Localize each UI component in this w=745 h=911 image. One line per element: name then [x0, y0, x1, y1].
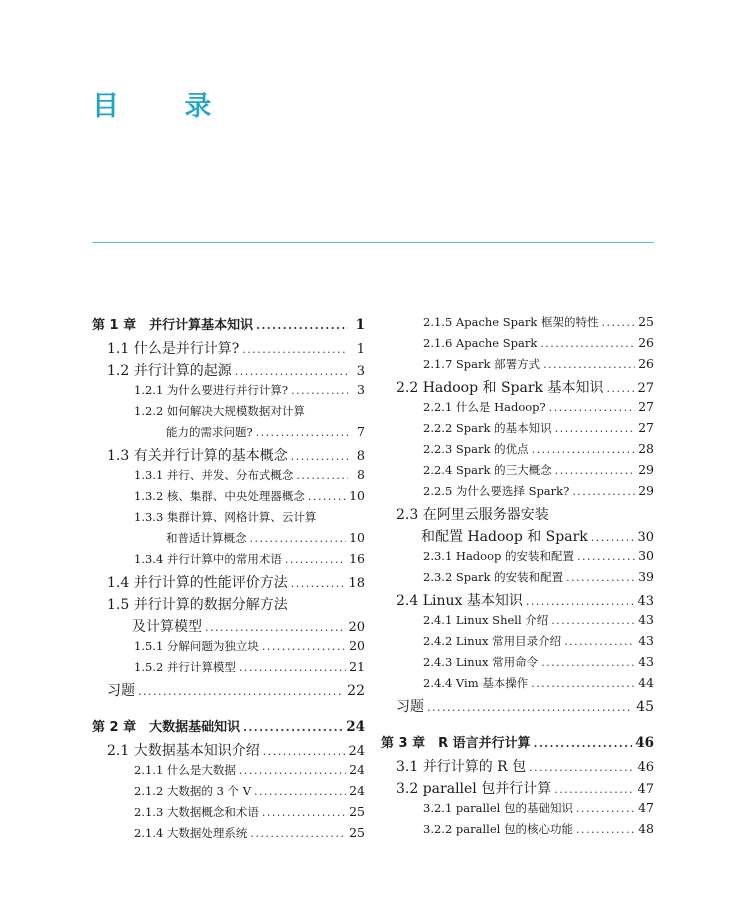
- toc-entry-label: 1.5 并行计算的数据分解方法: [107, 597, 288, 613]
- toc-section[interactable]: [381, 377, 654, 399]
- toc-page-number: 43: [637, 594, 654, 609]
- toc-leader-dots: [591, 531, 635, 544]
- toc-entry-label: 和配置 Hadoop 和 Spark: [421, 529, 588, 545]
- toc-subsection[interactable]: [92, 783, 365, 804]
- toc-section[interactable]: [92, 572, 365, 594]
- toc-subsection[interactable]: [381, 800, 654, 821]
- toc-leader-dots: [601, 316, 635, 329]
- toc-gap: [92, 704, 365, 716]
- toc-entry-label: 2.2.4 Spark 的三大概念: [423, 463, 552, 477]
- toc-page-number: 20: [349, 638, 365, 653]
- toc-subsection[interactable]: [92, 509, 365, 530]
- toc-leader-dots: [534, 737, 633, 750]
- toc-page-number: 24: [349, 783, 365, 798]
- toc-page-number: 27: [637, 381, 654, 396]
- toc-entry-label: 1.2.1 为什么要进行并行计算?: [134, 383, 289, 397]
- toc-leader-dots: [555, 464, 635, 477]
- toc-subsection[interactable]: [381, 675, 654, 696]
- toc-page-number: 39: [638, 569, 654, 584]
- toc-entry-label: 能力的需求问题?: [166, 425, 253, 439]
- toc-entry-label: 1.4 并行计算的性能评价方法: [107, 575, 288, 591]
- toc-entry-label: 2.3.1 Hadoop 的安装和配置: [423, 549, 575, 563]
- toc-leader-dots: [540, 337, 635, 350]
- toc-subsection[interactable]: [381, 654, 654, 675]
- toc-leader-dots: [291, 450, 348, 463]
- toc-page-number: 7: [357, 424, 365, 439]
- toc-page-number: 44: [638, 675, 654, 690]
- toc-leader-dots: [549, 401, 635, 414]
- toc-leader-dots: [308, 490, 346, 503]
- toc-leader-dots: [577, 550, 635, 563]
- toc-page-number: 47: [638, 800, 654, 815]
- toc-leader-dots: [554, 783, 634, 796]
- toc-section[interactable]: [381, 756, 654, 778]
- toc-leader-dots: [564, 635, 635, 648]
- toc-entry-label: 2.3 在阿里云服务器安装: [396, 507, 549, 523]
- toc-subsection[interactable]: [381, 569, 654, 590]
- toc-entry-label: 2.1.3 大数据概念和术语: [134, 805, 259, 819]
- toc-leader-dots: [576, 802, 635, 815]
- toc-subsection[interactable]: [381, 399, 654, 420]
- toc-chapter[interactable]: [381, 732, 654, 756]
- toc-entry-label: 1.3.1 并行、并发、分布式概念: [134, 468, 294, 482]
- toc-column-left: [92, 314, 365, 846]
- toc-subsection[interactable]: [381, 612, 654, 633]
- toc-subsection[interactable]: [381, 483, 654, 504]
- toc-leader-dots: [291, 384, 348, 397]
- toc-entry-label: 第 1 章 并行计算基本知识: [92, 318, 254, 333]
- toc-entry-label: 2.1.6 Apache Spark: [423, 336, 538, 350]
- toc-column-right: [381, 314, 654, 842]
- toc-leader-dots: [291, 577, 346, 590]
- toc-section[interactable]: [381, 504, 654, 526]
- toc-leader-dots: [239, 661, 346, 674]
- toc-entry-label: 和普适计算概念: [166, 531, 247, 545]
- toc-entry-label: 2.4.2 Linux 常用目录介绍: [423, 634, 562, 648]
- toc-page-number: 21: [349, 659, 365, 674]
- toc-page-number: 26: [638, 335, 654, 350]
- toc-entry-label: 2.4.1 Linux Shell 介绍: [423, 613, 549, 627]
- toc-page-number: 1: [355, 317, 365, 333]
- toc-subsection[interactable]: [381, 356, 654, 377]
- toc-entry-label: 2.1.5 Apache Spark 框架的特性: [423, 315, 599, 329]
- toc-section[interactable]: [381, 778, 654, 800]
- toc-page-number: 16: [349, 551, 365, 566]
- toc-leader-dots: [526, 595, 635, 608]
- toc-page-number: 3: [356, 364, 365, 379]
- toc-page-number: 24: [346, 719, 365, 735]
- toc-entry-label: 2.2.1 什么是 Hadoop?: [423, 400, 546, 414]
- toc-page-number: 25: [349, 825, 365, 840]
- toc-entry-label: 2.2.3 Spark 的优点: [423, 442, 529, 456]
- toc-subsection[interactable]: [381, 420, 654, 441]
- toc-leader-dots: [543, 358, 635, 371]
- toc-subsection[interactable]: [92, 638, 365, 659]
- toc-leader-dots: [262, 806, 346, 819]
- toc-page-number: 20: [348, 620, 365, 635]
- toc-leader-dots: [205, 621, 345, 634]
- toc-entry-label: 3.2.2 parallel 包的核心功能: [423, 822, 573, 836]
- toc-entry-label: 2.4.3 Linux 常用命令: [423, 655, 539, 669]
- toc-subsection[interactable]: [381, 314, 654, 335]
- toc-subsection[interactable]: [381, 462, 654, 483]
- toc-entry-label: 第 2 章 大数据基础知识: [92, 720, 241, 735]
- toc-subsection[interactable]: [92, 424, 365, 445]
- header-divider: [92, 242, 654, 243]
- toc-page-number: 24: [348, 744, 365, 759]
- toc-subsection[interactable]: [92, 804, 365, 825]
- toc-page-number: 29: [638, 483, 654, 498]
- toc-entry-label: 习题: [396, 699, 424, 715]
- toc-subsection[interactable]: [381, 548, 654, 569]
- toc-entry-label: 1.2.2 如何解决大规模数据对计算: [134, 404, 305, 418]
- toc-page-number: 48: [638, 821, 654, 836]
- toc-page-number: 30: [638, 548, 654, 563]
- toc-entry-label: 2.1 大数据基本知识介绍: [107, 743, 260, 759]
- toc-page-number: 46: [635, 735, 654, 751]
- toc-exercises[interactable]: [92, 680, 365, 704]
- toc-entry-label: 3.1 并行计算的 R 包: [396, 759, 527, 775]
- toc-section[interactable]: [92, 740, 365, 762]
- toc-page-number: 45: [636, 699, 654, 715]
- toc-page-number: 8: [357, 467, 365, 482]
- toc-entry-label: 1.5.1 分解问题为独立块: [134, 639, 259, 653]
- toc-chapter[interactable]: [92, 716, 365, 740]
- toc-leader-dots: [256, 319, 348, 332]
- toc-subsection[interactable]: [92, 530, 365, 551]
- toc-entry-label: 1.3.4 并行计算中的常用术语: [134, 552, 282, 566]
- toc-subsection[interactable]: [92, 551, 365, 572]
- toc-leader-dots: [551, 614, 635, 627]
- toc-section[interactable]: [381, 526, 654, 548]
- toc-subsection[interactable]: [92, 382, 365, 403]
- toc-page-number: 43: [638, 633, 654, 648]
- toc-gap: [381, 720, 654, 732]
- toc-page-number: 27: [638, 420, 654, 435]
- toc-entry-label: 2.2 Hadoop 和 Spark 基本知识: [396, 380, 604, 396]
- toc-leader-dots: [285, 553, 346, 566]
- toc-page-number: 10: [349, 530, 365, 545]
- toc-leader-dots: [138, 685, 344, 698]
- toc-leader-dots: [262, 640, 346, 653]
- toc-page-number: 25: [349, 804, 365, 819]
- toc-section[interactable]: [381, 590, 654, 612]
- toc-entry-label: 3.2.1 parallel 包的基础知识: [423, 801, 573, 815]
- toc-page-number: 30: [637, 530, 654, 545]
- toc-page-number: 8: [356, 449, 365, 464]
- toc-page-number: 43: [638, 612, 654, 627]
- toc-subsection[interactable]: [92, 467, 365, 488]
- toc-entry-label: 2.4.4 Vim 基本操作: [423, 676, 529, 690]
- toc-entry-label: 1.1 什么是并行计算?: [107, 341, 240, 357]
- toc-subsection[interactable]: [92, 762, 365, 783]
- toc-subsection[interactable]: [92, 403, 365, 424]
- toc-entry-label: 3.2 parallel 包并行计算: [396, 781, 552, 797]
- toc-leader-dots: [566, 571, 635, 584]
- toc-page-number: 29: [638, 462, 654, 477]
- toc-page-number: 18: [348, 576, 365, 591]
- toc-entry-label: 第 3 章 R 语言并行计算: [381, 736, 531, 751]
- toc-leader-dots: [254, 785, 346, 798]
- toc-leader-dots: [263, 745, 346, 758]
- toc-page-number: 10: [349, 488, 365, 503]
- toc-entry-label: 2.2.5 为什么要选择 Spark?: [423, 484, 570, 498]
- page-title: 目 录: [92, 91, 240, 122]
- toc-entry-label: 1.3 有关并行计算的基本概念: [107, 448, 288, 464]
- toc-page-number: 22: [347, 683, 365, 699]
- toc-leader-dots: [242, 343, 348, 356]
- toc-leader-dots: [555, 422, 635, 435]
- toc-leader-dots: [427, 701, 633, 714]
- toc-page-number: 46: [637, 760, 654, 775]
- toc-leader-dots: [256, 426, 348, 439]
- toc-subsection[interactable]: [92, 659, 365, 680]
- toc-page-number: 25: [638, 314, 654, 329]
- toc-entry-label: 2.2.2 Spark 的基本知识: [423, 421, 552, 435]
- toc-entry-label: 2.1.4 大数据处理系统: [134, 826, 248, 840]
- toc-page-number: 3: [357, 382, 365, 397]
- toc-subsection[interactable]: [381, 633, 654, 654]
- toc-section[interactable]: [92, 360, 365, 382]
- toc-entry-label: 习题: [107, 683, 135, 699]
- toc-leader-dots: [576, 823, 635, 836]
- toc-section[interactable]: [92, 594, 365, 616]
- toc-leader-dots: [606, 382, 634, 395]
- toc-entry-label: 1.5.2 并行计算模型: [134, 660, 236, 674]
- toc-subsection[interactable]: [381, 441, 654, 462]
- toc-page-number: 28: [638, 441, 654, 456]
- toc-leader-dots: [532, 443, 635, 456]
- toc-entry-label: 1.3.3 集群计算、网格计算、云计算: [134, 510, 317, 524]
- toc-subsection[interactable]: [92, 825, 365, 846]
- toc-entry-label: 1.3.2 核、集群、中央处理器概念: [134, 489, 305, 503]
- toc-leader-dots: [250, 827, 346, 840]
- toc-page-number: 24: [349, 762, 365, 777]
- toc-leader-dots: [541, 656, 635, 669]
- toc-subsection[interactable]: [381, 335, 654, 356]
- toc-entry-label: 2.4 Linux 基本知识: [396, 593, 523, 609]
- toc-section[interactable]: [92, 445, 365, 467]
- toc-subsection[interactable]: [381, 821, 654, 842]
- toc-leader-dots: [531, 677, 635, 690]
- toc-leader-dots: [250, 532, 347, 545]
- toc-leader-dots: [239, 764, 346, 777]
- toc-leader-dots: [529, 761, 634, 774]
- toc-page-number: 43: [638, 654, 654, 669]
- toc-entry-label: 及计算模型: [132, 619, 202, 635]
- toc-entry-label: 2.1.2 大数据的 3 个 V: [134, 784, 252, 798]
- toc-subsection[interactable]: [92, 488, 365, 509]
- toc-entry-label: 2.1.7 Spark 部署方式: [423, 357, 541, 371]
- toc-page-number: 47: [637, 782, 654, 797]
- toc-entry-label: 2.1.1 什么是大数据: [134, 763, 236, 777]
- toc-page-number: 1: [356, 342, 365, 357]
- toc-entry-label: 1.2 并行计算的起源: [107, 363, 232, 379]
- toc-chapter[interactable]: [92, 314, 365, 338]
- toc-leader-dots: [572, 485, 635, 498]
- toc-section[interactable]: [92, 616, 365, 638]
- toc-leader-dots: [243, 721, 343, 734]
- toc-page-number: 26: [638, 356, 654, 371]
- toc-leader-dots: [296, 469, 348, 482]
- toc-entry-label: 2.3.2 Spark 的安装和配置: [423, 570, 564, 584]
- toc-section[interactable]: [92, 338, 365, 360]
- toc-page-number: 27: [638, 399, 654, 414]
- toc-exercises[interactable]: [381, 696, 654, 720]
- toc-leader-dots: [235, 365, 348, 378]
